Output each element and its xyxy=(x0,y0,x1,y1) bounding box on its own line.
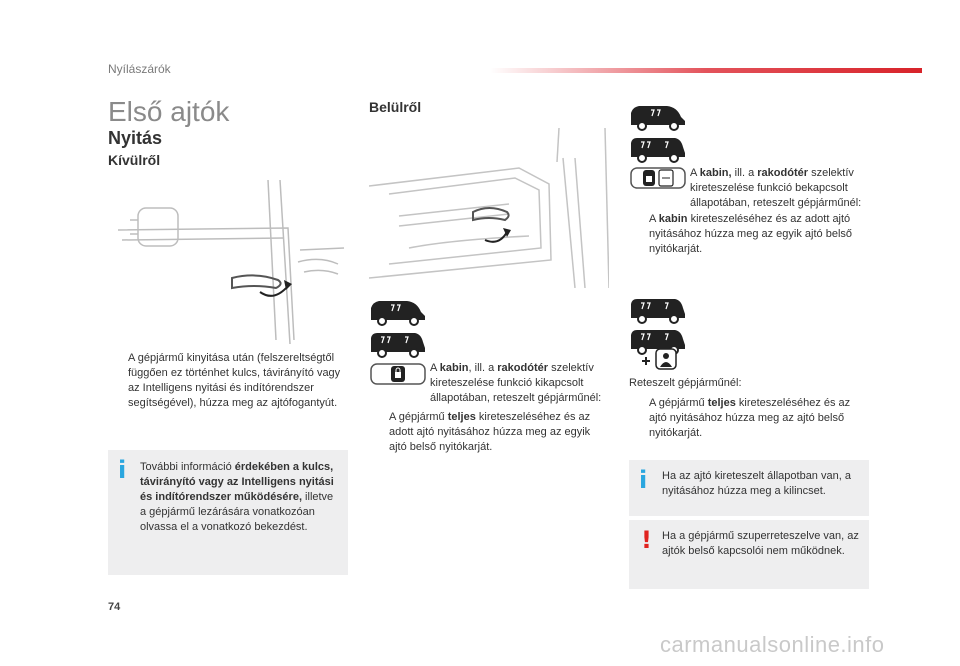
subtitle-opening: Nyitás xyxy=(108,128,163,148)
selective-unlock-button-icon xyxy=(629,166,687,190)
van-icon xyxy=(629,103,687,131)
info-box-key-remote xyxy=(108,450,348,575)
inside-selective-on-caption: A kabin, ill. a rakodótér szelektív kireteszelése funkció bekapcsolt állapotában, reteszelt gépjárműnél: xyxy=(690,167,862,209)
inside-door-lever-illustration xyxy=(369,128,609,288)
warning-text: Ha a gépjármű szuperreteszelve van, az ajtók belső kapcsolói nem működnek. xyxy=(662,530,859,557)
outside-door-handle-illustration xyxy=(108,180,348,344)
info-text: Ha az ajtó kireteszelt állapotban van, a nyitásához húzza meg a kilincset. xyxy=(662,470,851,497)
header-accent-line xyxy=(490,68,922,73)
heading-outside: Kívülről xyxy=(108,152,161,168)
outside-open-instruction: A gépjármű kinyitása után (felszereltségtől függően ez történhet kulcs, távirányító vagy az Intelligens nyitási és indítórendszer segítségével), húzza meg az ajtófogantyút. xyxy=(128,352,341,409)
page-number: 74 xyxy=(108,601,121,613)
cabin-unlock-instruction: A kabin kireteszeléséhez és az adott ajtó nyitásához húzza meg az egyik ajtó belső nyitókarját. xyxy=(649,213,853,255)
info-box-unlocked-door xyxy=(629,460,869,516)
inside-full-unlock-instruction: A gépjármű teljes kireteszeléséhez és az adott ajtó nyitásához húzza meg az egyik ajtó belső nyitókarját. xyxy=(389,411,591,453)
inside-selective-off-caption: A kabin, ill. a rakodótér szelektív kireteszelése funkció kikapcsolt állapotában, reteszelt gépjárműnél: xyxy=(430,362,602,404)
watermark: carmanualsonline.info xyxy=(660,632,885,657)
section-title: Nyílászárók xyxy=(108,62,171,76)
page-title: Első ajtók xyxy=(108,96,230,127)
info-text: További információ érdekében a kulcs, távirányító vagy az Intelligens nyitási és indítórendszer működésére, illetve a gépjármű lezárására vonatkozóan olvassa el a vonatkozó bekezdést. xyxy=(140,461,334,533)
full-unlock-instruction: A gépjármű teljes kireteszeléséhez és az ajtó nyitásához húzza meg az ajtó belső nyitókarját. xyxy=(649,397,851,439)
van-icon xyxy=(629,296,687,324)
van-icon xyxy=(629,135,687,163)
locked-vehicle-label: Reteszelt gépjárműnél: xyxy=(629,377,742,389)
lock-button-icon xyxy=(369,362,427,386)
heading-inside: Belülről xyxy=(369,99,422,115)
warning-box-superlock xyxy=(629,520,869,589)
van-icon xyxy=(369,298,427,326)
warning-icon: ! xyxy=(641,526,652,554)
plus-door-handle-icon xyxy=(640,347,680,371)
van-icon xyxy=(369,330,427,358)
info-icon: i xyxy=(639,466,648,494)
info-icon: i xyxy=(118,456,127,484)
